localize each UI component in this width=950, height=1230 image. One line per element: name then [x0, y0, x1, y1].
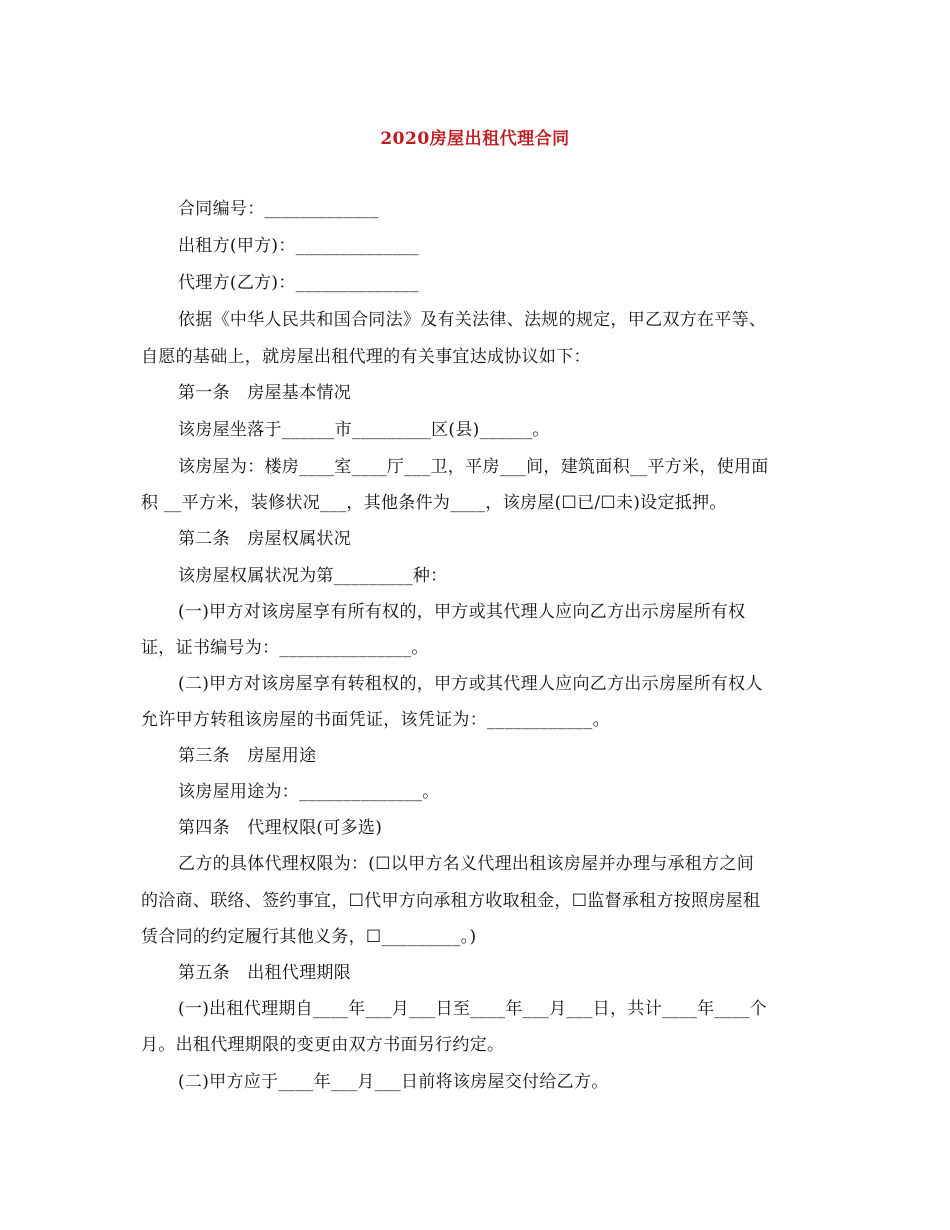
preamble-line-1: 依据《中华人民共和国合同法》及有关法律、法规的规定，甲乙双方在平等、	[178, 310, 767, 330]
article-2-item-2-line-2: 允许甲方转租该房屋的书面凭证，该凭证为：____________。	[141, 710, 610, 730]
agent-line: 代理方(乙方)：______________	[178, 273, 419, 293]
article-1-details-line-2: 积 __平方米，装修状况___，其他条件为____，该房屋(☐已/☐未)设定抵押。	[141, 493, 727, 513]
article-4-heading: 第四条 代理权限(可多选)	[178, 818, 383, 838]
article-4-scope-line-2: 的洽商、联络、签约事宜，☐代甲方向承租方收取租金，☐监督承租方按照房屋租	[141, 891, 761, 911]
article-5-heading: 第五条 出租代理期限	[178, 963, 351, 983]
article-5-item-2: (二)甲方应于____年___月___日前将该房屋交付给乙方。	[178, 1072, 609, 1092]
contract-number-line: 合同编号：_____________	[178, 199, 379, 219]
article-5-item-1-line-2: 月。出租代理期限的变更由双方书面另行约定。	[141, 1035, 505, 1055]
article-4-scope-line-1: 乙方的具体代理权限为：(☐以甲方名义代理出租该房屋并办理与承租方之间	[178, 854, 755, 874]
article-3-use: 该房屋用途为：______________。	[178, 782, 440, 802]
article-2-item-2-line-1: (二)甲方对该房屋享有转租权的，甲方或其代理人应向乙方出示房屋所有权人	[178, 674, 763, 694]
article-2-type: 该房屋权属状况为第_________种：	[178, 566, 448, 586]
preamble-line-2: 自愿的基础上，就房屋出租代理的有关事宜达成协议如下：	[141, 347, 591, 367]
article-1-location: 该房屋坐落于______市_________区(县)______。	[178, 420, 550, 440]
article-5-item-1-line-1: (一)出租代理期自____年___月___日至____年___月___日，共计____年____个	[178, 999, 767, 1019]
article-3-heading: 第三条 房屋用途	[178, 746, 317, 766]
lessor-line: 出租方(甲方)：______________	[178, 236, 419, 256]
article-4-scope-line-3: 赁合同的约定履行其他义务，☐_________。)	[141, 927, 477, 947]
article-2-item-1-line-2: 证，证书编号为：_______________。	[141, 638, 429, 658]
document-title: 2020房屋出租代理合同	[380, 129, 570, 149]
article-2-item-1-line-1: (一)甲方对该房屋享有所有权的，甲方或其代理人应向乙方出示房屋所有权	[178, 602, 746, 622]
article-1-details-line-1: 该房屋为：楼房____室____厅___卫，平房___间，建筑面积__平方米，使用面	[178, 457, 769, 477]
article-2-heading: 第二条 房屋权属状况	[178, 529, 351, 549]
article-1-heading: 第一条 房屋基本情况	[178, 383, 351, 403]
